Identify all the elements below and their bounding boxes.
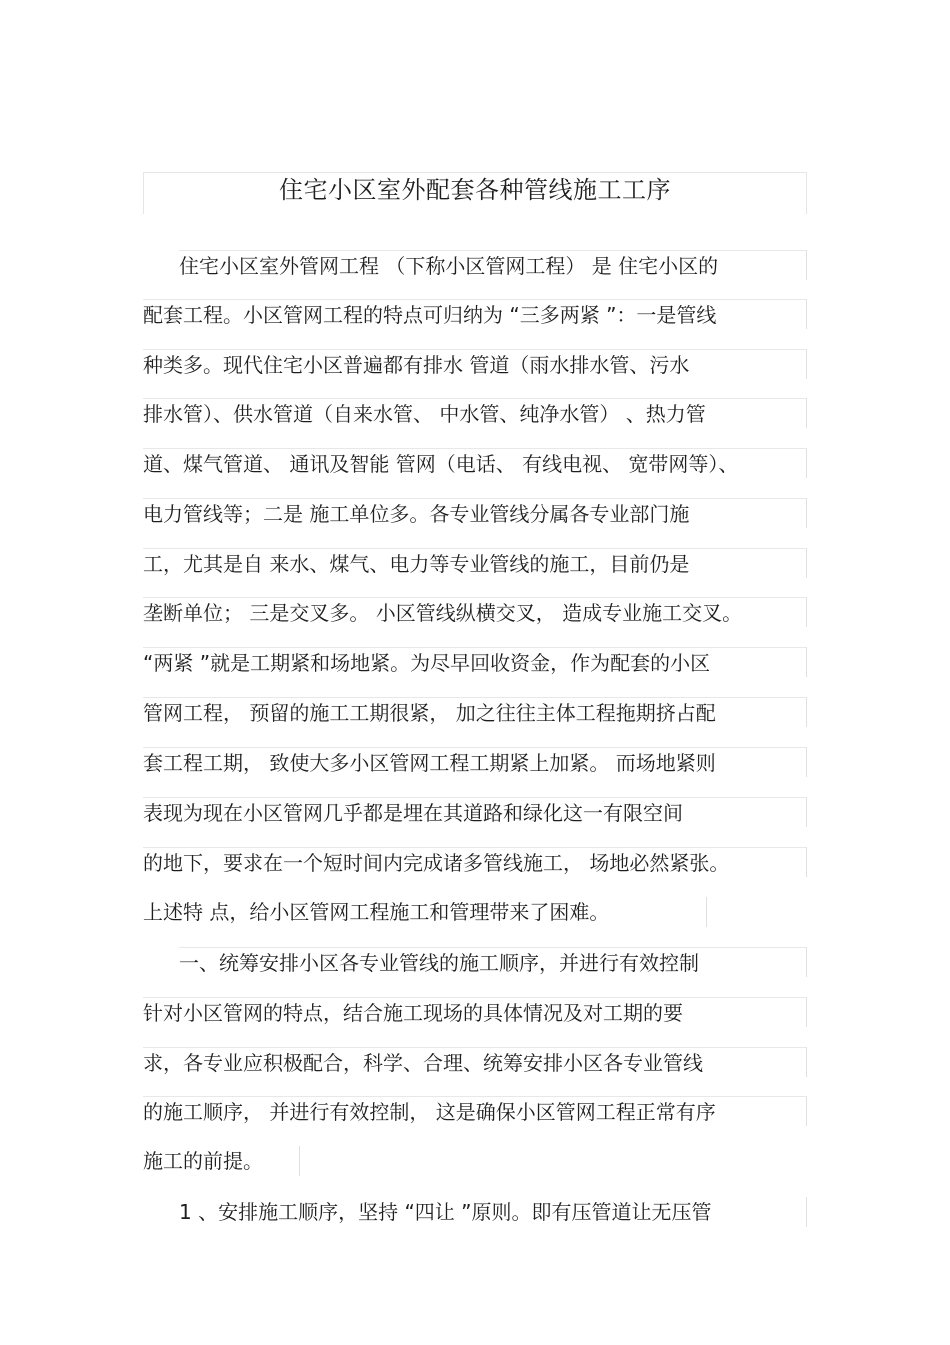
paragraph-line: 套工程工期， 致使大多小区管网工程工期紧上加紧。 而场地紧则 xyxy=(143,747,807,777)
title-row xyxy=(143,172,807,214)
document-title: 住宅小区室外配套各种管线施工工序 xyxy=(279,176,671,204)
paragraph-line: 配套工程。小区管网工程的特点可归纳为 “三多两紧 ”：一是管线 xyxy=(143,299,807,329)
paragraph-line: 表现为现在小区管网几乎都是埋在其道路和绿化这一有限空间 xyxy=(143,797,807,827)
paragraph-line: 管网工程， 预留的施工工期很紧， 加之往往主体工程拖期挤占配 xyxy=(143,697,807,727)
paragraph-line: 排水管）、供水管道（自来水管、 中水管、纯净水管） 、热力管 xyxy=(143,398,807,428)
paragraph-line: 的施工顺序， 并进行有效控制， 这是确保小区管网工程正常有序 xyxy=(143,1096,807,1126)
paragraph-line: 上述特 点，给小区管网工程施工和管理带来了困难。 xyxy=(143,897,707,927)
paragraph-line: 种类多。现代住宅小区普遍都有排水 管道（雨水排水管、污水 xyxy=(143,349,807,379)
paragraph-line: 道、煤气管道、 通讯及智能 管网（电话、 有线电视、 宽带网等）、 xyxy=(143,448,807,478)
paragraph-line: 电力管线等；二是 施工单位多。各专业管线分属各专业部门施 xyxy=(143,498,807,528)
paragraph-line: 的地下，要求在一个短时间内完成诸多管线施工， 场地必然紧张。 xyxy=(143,847,807,877)
paragraph-line: 住宅小区室外管网工程 （下称小区管网工程） 是 住宅小区的 xyxy=(179,250,807,280)
section-heading: 一、统筹安排小区各专业管线的施工顺序，并进行有效控制 xyxy=(179,947,807,977)
paragraph-line: 施工的前提。 xyxy=(143,1146,300,1176)
paragraph-line: 工，尤其是自 来水、煤气、电力等专业管线的施工，目前仍是 xyxy=(143,548,807,578)
subsection-line: 1 、安排施工顺序，坚持 “四让 ”原则。即有压管道让无压管 xyxy=(179,1197,807,1227)
paragraph-line: 垄断单位； 三是交叉多。 小区管线纵横交叉， 造成专业施工交叉。 xyxy=(143,597,807,627)
paragraph-line: “两紧 ”就是工期紧和场地紧。为尽早回收资金，作为配套的小区 xyxy=(143,647,807,677)
paragraph-line: 针对小区管网的特点，结合施工现场的具体情况及对工期的要 xyxy=(143,997,807,1027)
paragraph-line: 求，各专业应积极配合，科学、合理、统筹安排小区各专业管线 xyxy=(143,1047,807,1077)
